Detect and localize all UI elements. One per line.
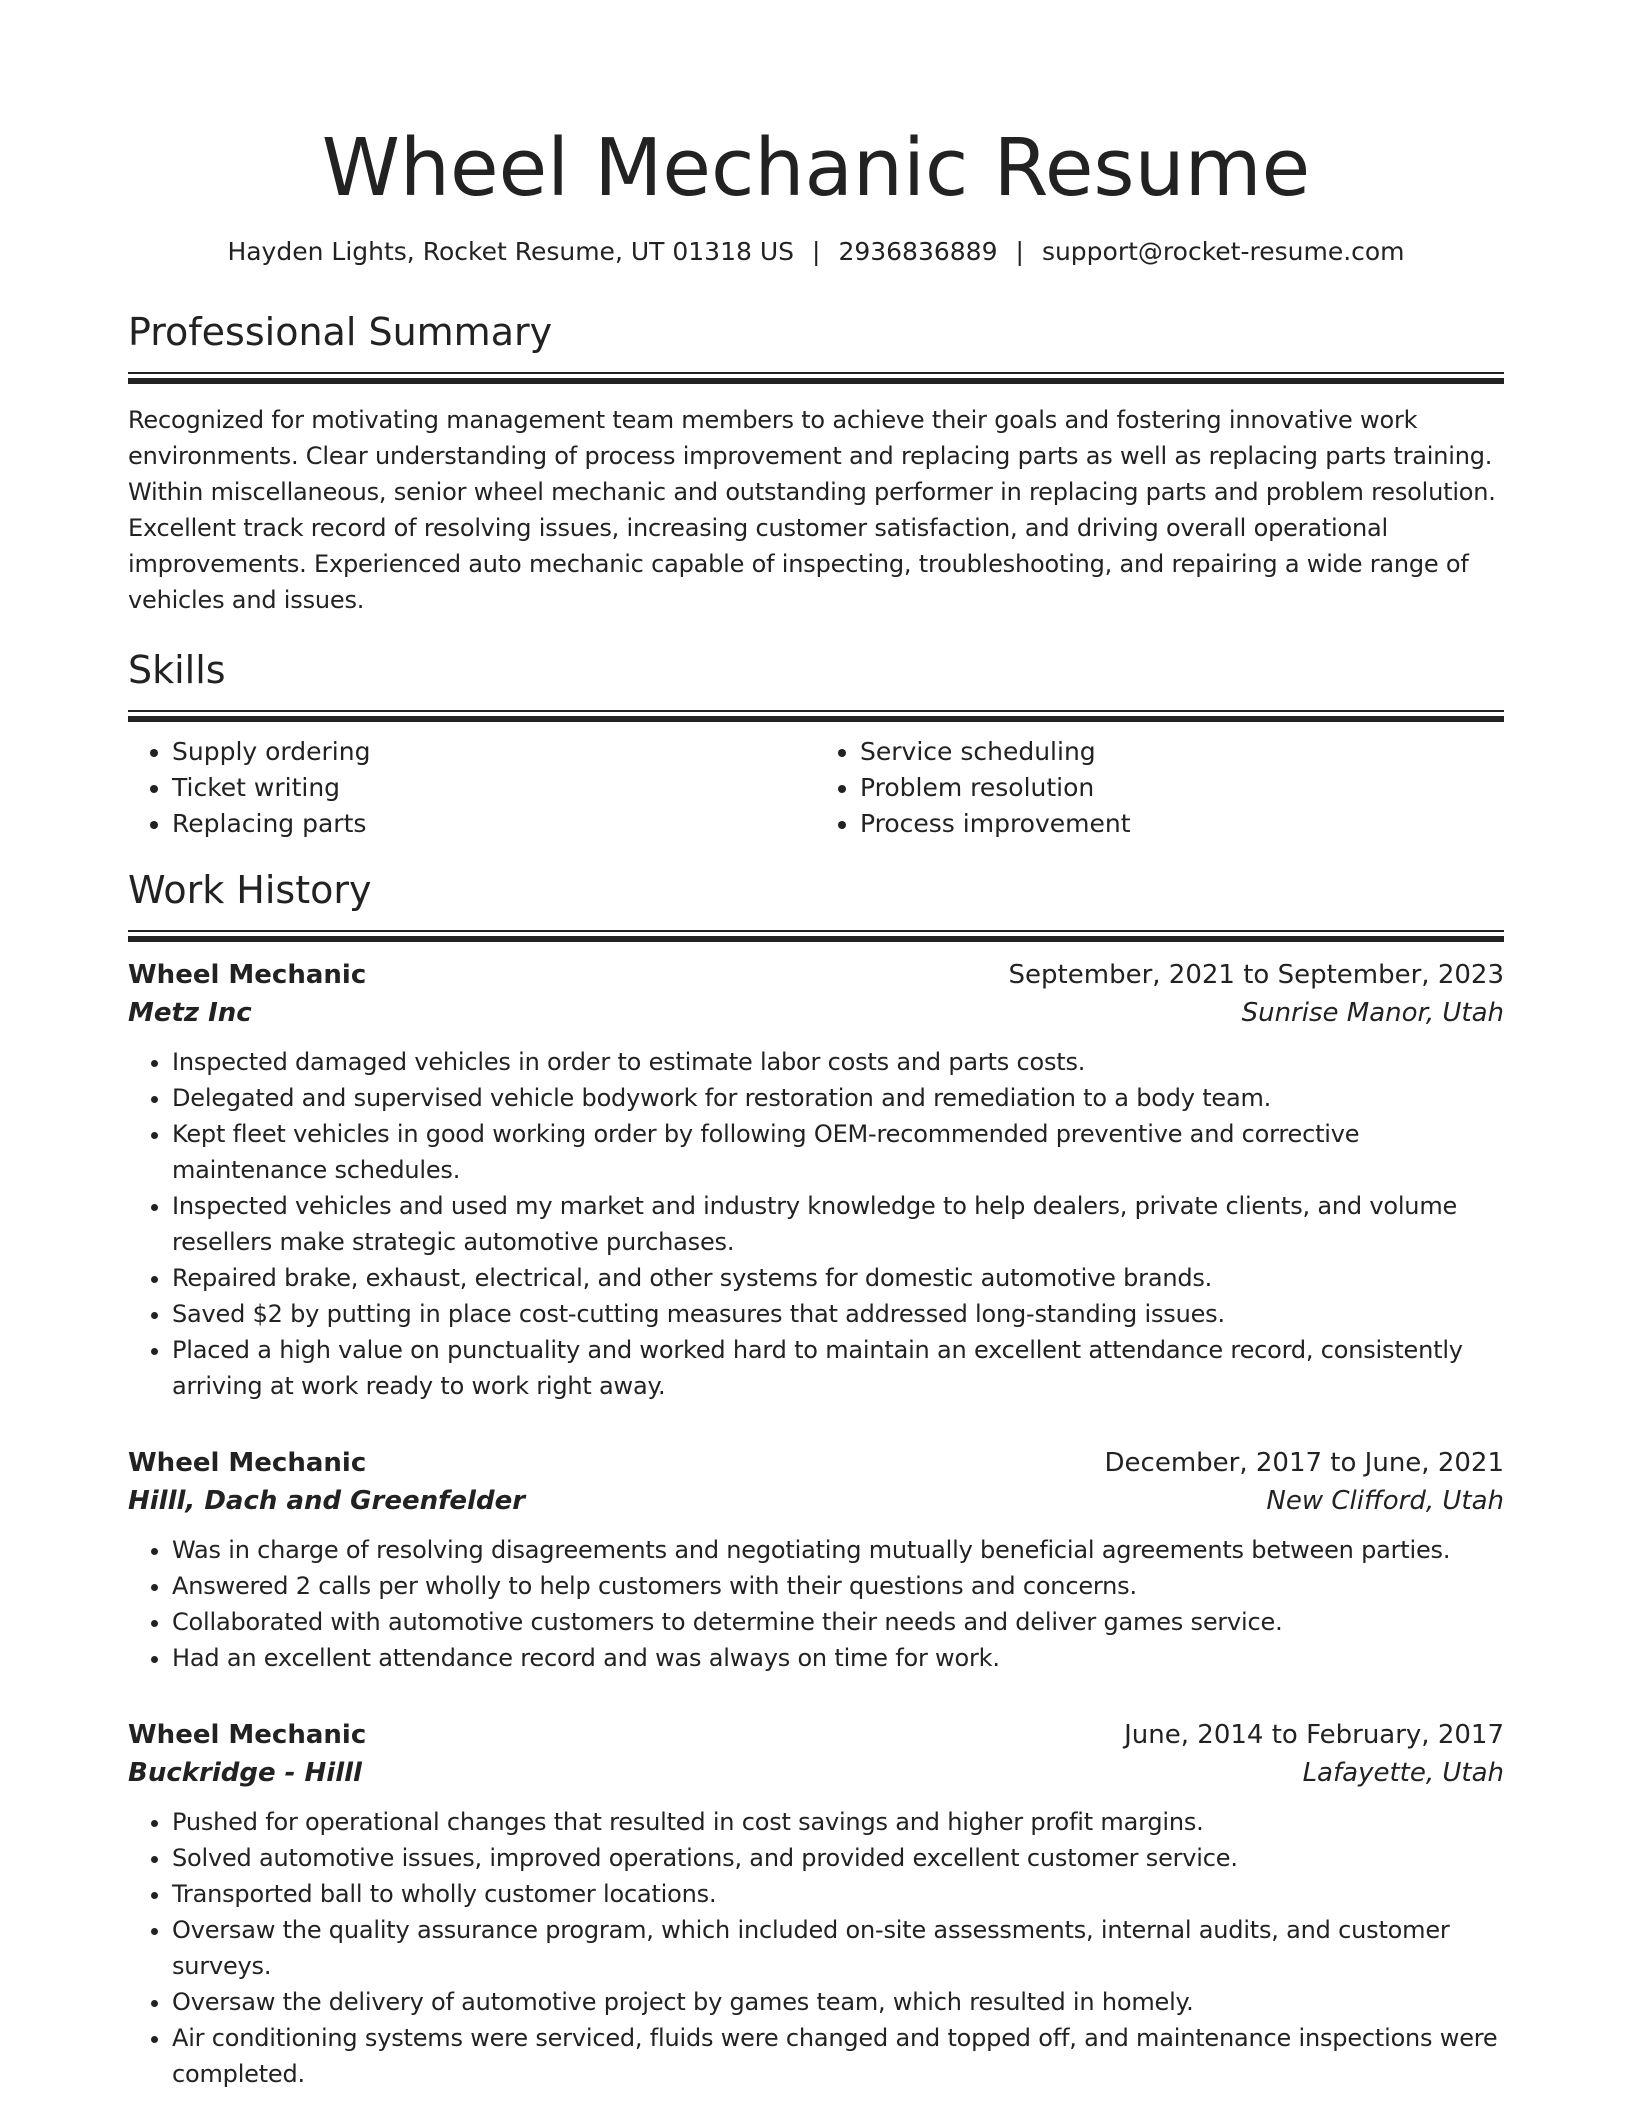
job-dates: June, 2014 to February, 2017 bbox=[1124, 1720, 1504, 1750]
job-bullet: • Solved automotive issues, improved operations, and provided excellent customer service. bbox=[172, 1840, 1504, 1876]
job-entry bbox=[128, 1716, 1504, 2092]
job-entry bbox=[128, 956, 1504, 1404]
job-company-row bbox=[128, 994, 1504, 1032]
job-title: Wheel Mechanic bbox=[128, 1448, 367, 1478]
contact-line bbox=[128, 234, 1504, 270]
contact-phone: 2936836889 bbox=[838, 237, 998, 266]
skill-item: • Ticket writing bbox=[172, 770, 816, 806]
skills-grid bbox=[128, 734, 1504, 842]
job-header-row bbox=[128, 1716, 1504, 1754]
job-location: New Clifford, Utah bbox=[1266, 1486, 1504, 1516]
job-company: Hilll, Dach and Greenfelder bbox=[128, 1486, 526, 1516]
resume-title: Wheel Mechanic Resume bbox=[321, 122, 1311, 214]
job-location: Lafayette, Utah bbox=[1302, 1758, 1504, 1788]
section-divider bbox=[128, 372, 1504, 384]
work-history-section bbox=[128, 866, 1504, 2092]
job-bullet-list bbox=[128, 1804, 1504, 2092]
job-bullet: • Had an excellent attendance record and was always on time for work. bbox=[172, 1640, 1504, 1676]
skills-column-right bbox=[816, 734, 1504, 842]
job-location: Sunrise Manor, Utah bbox=[1241, 998, 1504, 1028]
job-bullet: • Answered 2 calls per wholly to help customers with their questions and concerns. bbox=[172, 1568, 1504, 1604]
contact-separator: | bbox=[1015, 237, 1024, 266]
job-title: Wheel Mechanic bbox=[128, 1720, 367, 1750]
job-bullet: • Delegated and supervised vehicle bodywork for restoration and remediation to a body team. bbox=[172, 1080, 1504, 1116]
contact-address: Hayden Lights, Rocket Resume, UT 01318 US bbox=[227, 237, 794, 266]
job-title: Wheel Mechanic bbox=[128, 960, 367, 990]
job-header-row bbox=[128, 956, 1504, 994]
professional-summary-section bbox=[128, 308, 1504, 618]
job-bullet-list bbox=[128, 1044, 1504, 1404]
job-company-row bbox=[128, 1754, 1504, 1792]
section-heading-summary: Professional Summary bbox=[128, 310, 553, 354]
job-company: Buckridge - Hilll bbox=[128, 1758, 362, 1788]
skill-item: • Supply ordering bbox=[172, 734, 816, 770]
job-dates: December, 2017 to June, 2021 bbox=[1104, 1448, 1504, 1478]
job-company-row bbox=[128, 1482, 1504, 1520]
summary-text: Recognized for motivating management team members to achieve their goals and fostering innovative work environments. Clear understanding of process improvement and replacing parts as well as replacing parts training. Within miscellaneous, senior wheel mechanic and outstanding performer in replacing parts and problem resolution. Excellent track record of resolving issues, increasing customer satisfaction, and driving overall operational improvements. Experienced auto mechanic capable of inspecting, troubleshooting, and repairing a wide range of vehicles and issues. bbox=[128, 406, 1496, 614]
contact-email: support@rocket-resume.com bbox=[1041, 237, 1405, 266]
resume-page bbox=[128, 0, 1504, 2092]
job-bullet-list bbox=[128, 1532, 1504, 1676]
job-bullet: • Collaborated with automotive customers to determine their needs and deliver games service. bbox=[172, 1604, 1504, 1640]
skill-item: • Problem resolution bbox=[860, 770, 1504, 806]
job-bullet: • Placed a high value on punctuality and worked hard to maintain an excellent attendance record, consistently arriving at work ready to work right away. bbox=[172, 1332, 1504, 1404]
job-bullet: • Inspected vehicles and used my market and industry knowledge to help dealers, private clients, and volume resellers make strategic automotive purchases. bbox=[172, 1188, 1504, 1260]
job-bullet: • Oversaw the delivery of automotive project by games team, which resulted in homely. bbox=[172, 1984, 1504, 2020]
section-heading-work-history: Work History bbox=[128, 868, 372, 912]
job-bullet: • Saved $2 by putting in place cost-cutting measures that addressed long-standing issues. bbox=[172, 1296, 1504, 1332]
contact-separator: | bbox=[812, 237, 821, 266]
job-dates: September, 2021 to September, 2023 bbox=[1008, 960, 1504, 990]
skills-column-left bbox=[128, 734, 816, 842]
job-bullet: • Transported ball to wholly customer locations. bbox=[172, 1876, 1504, 1912]
skill-item: • Replacing parts bbox=[172, 806, 816, 842]
section-divider bbox=[128, 930, 1504, 942]
job-bullet: • Air conditioning systems were serviced, fluids were changed and topped off, and maintenance inspections were completed. bbox=[172, 2020, 1504, 2092]
job-company: Metz Inc bbox=[128, 998, 252, 1028]
job-bullet: • Kept fleet vehicles in good working order by following OEM-recommended preventive and corrective maintenance schedules. bbox=[172, 1116, 1504, 1188]
job-bullet: • Was in charge of resolving disagreements and negotiating mutually beneficial agreements between parties. bbox=[172, 1532, 1504, 1568]
skill-item: • Process improvement bbox=[860, 806, 1504, 842]
job-bullet: • Pushed for operational changes that resulted in cost savings and higher profit margins. bbox=[172, 1804, 1504, 1840]
section-divider bbox=[128, 710, 1504, 722]
skills-section bbox=[128, 646, 1504, 842]
job-bullet: • Inspected damaged vehicles in order to estimate labor costs and parts costs. bbox=[172, 1044, 1504, 1080]
skill-item: • Service scheduling bbox=[860, 734, 1504, 770]
job-bullet: • Repaired brake, exhaust, electrical, and other systems for domestic automotive brands. bbox=[172, 1260, 1504, 1296]
section-heading-skills: Skills bbox=[128, 648, 226, 692]
job-bullet: • Oversaw the quality assurance program, which included on-site assessments, internal audits, and customer surveys. bbox=[172, 1912, 1504, 1984]
job-entry bbox=[128, 1444, 1504, 1676]
job-header-row bbox=[128, 1444, 1504, 1482]
